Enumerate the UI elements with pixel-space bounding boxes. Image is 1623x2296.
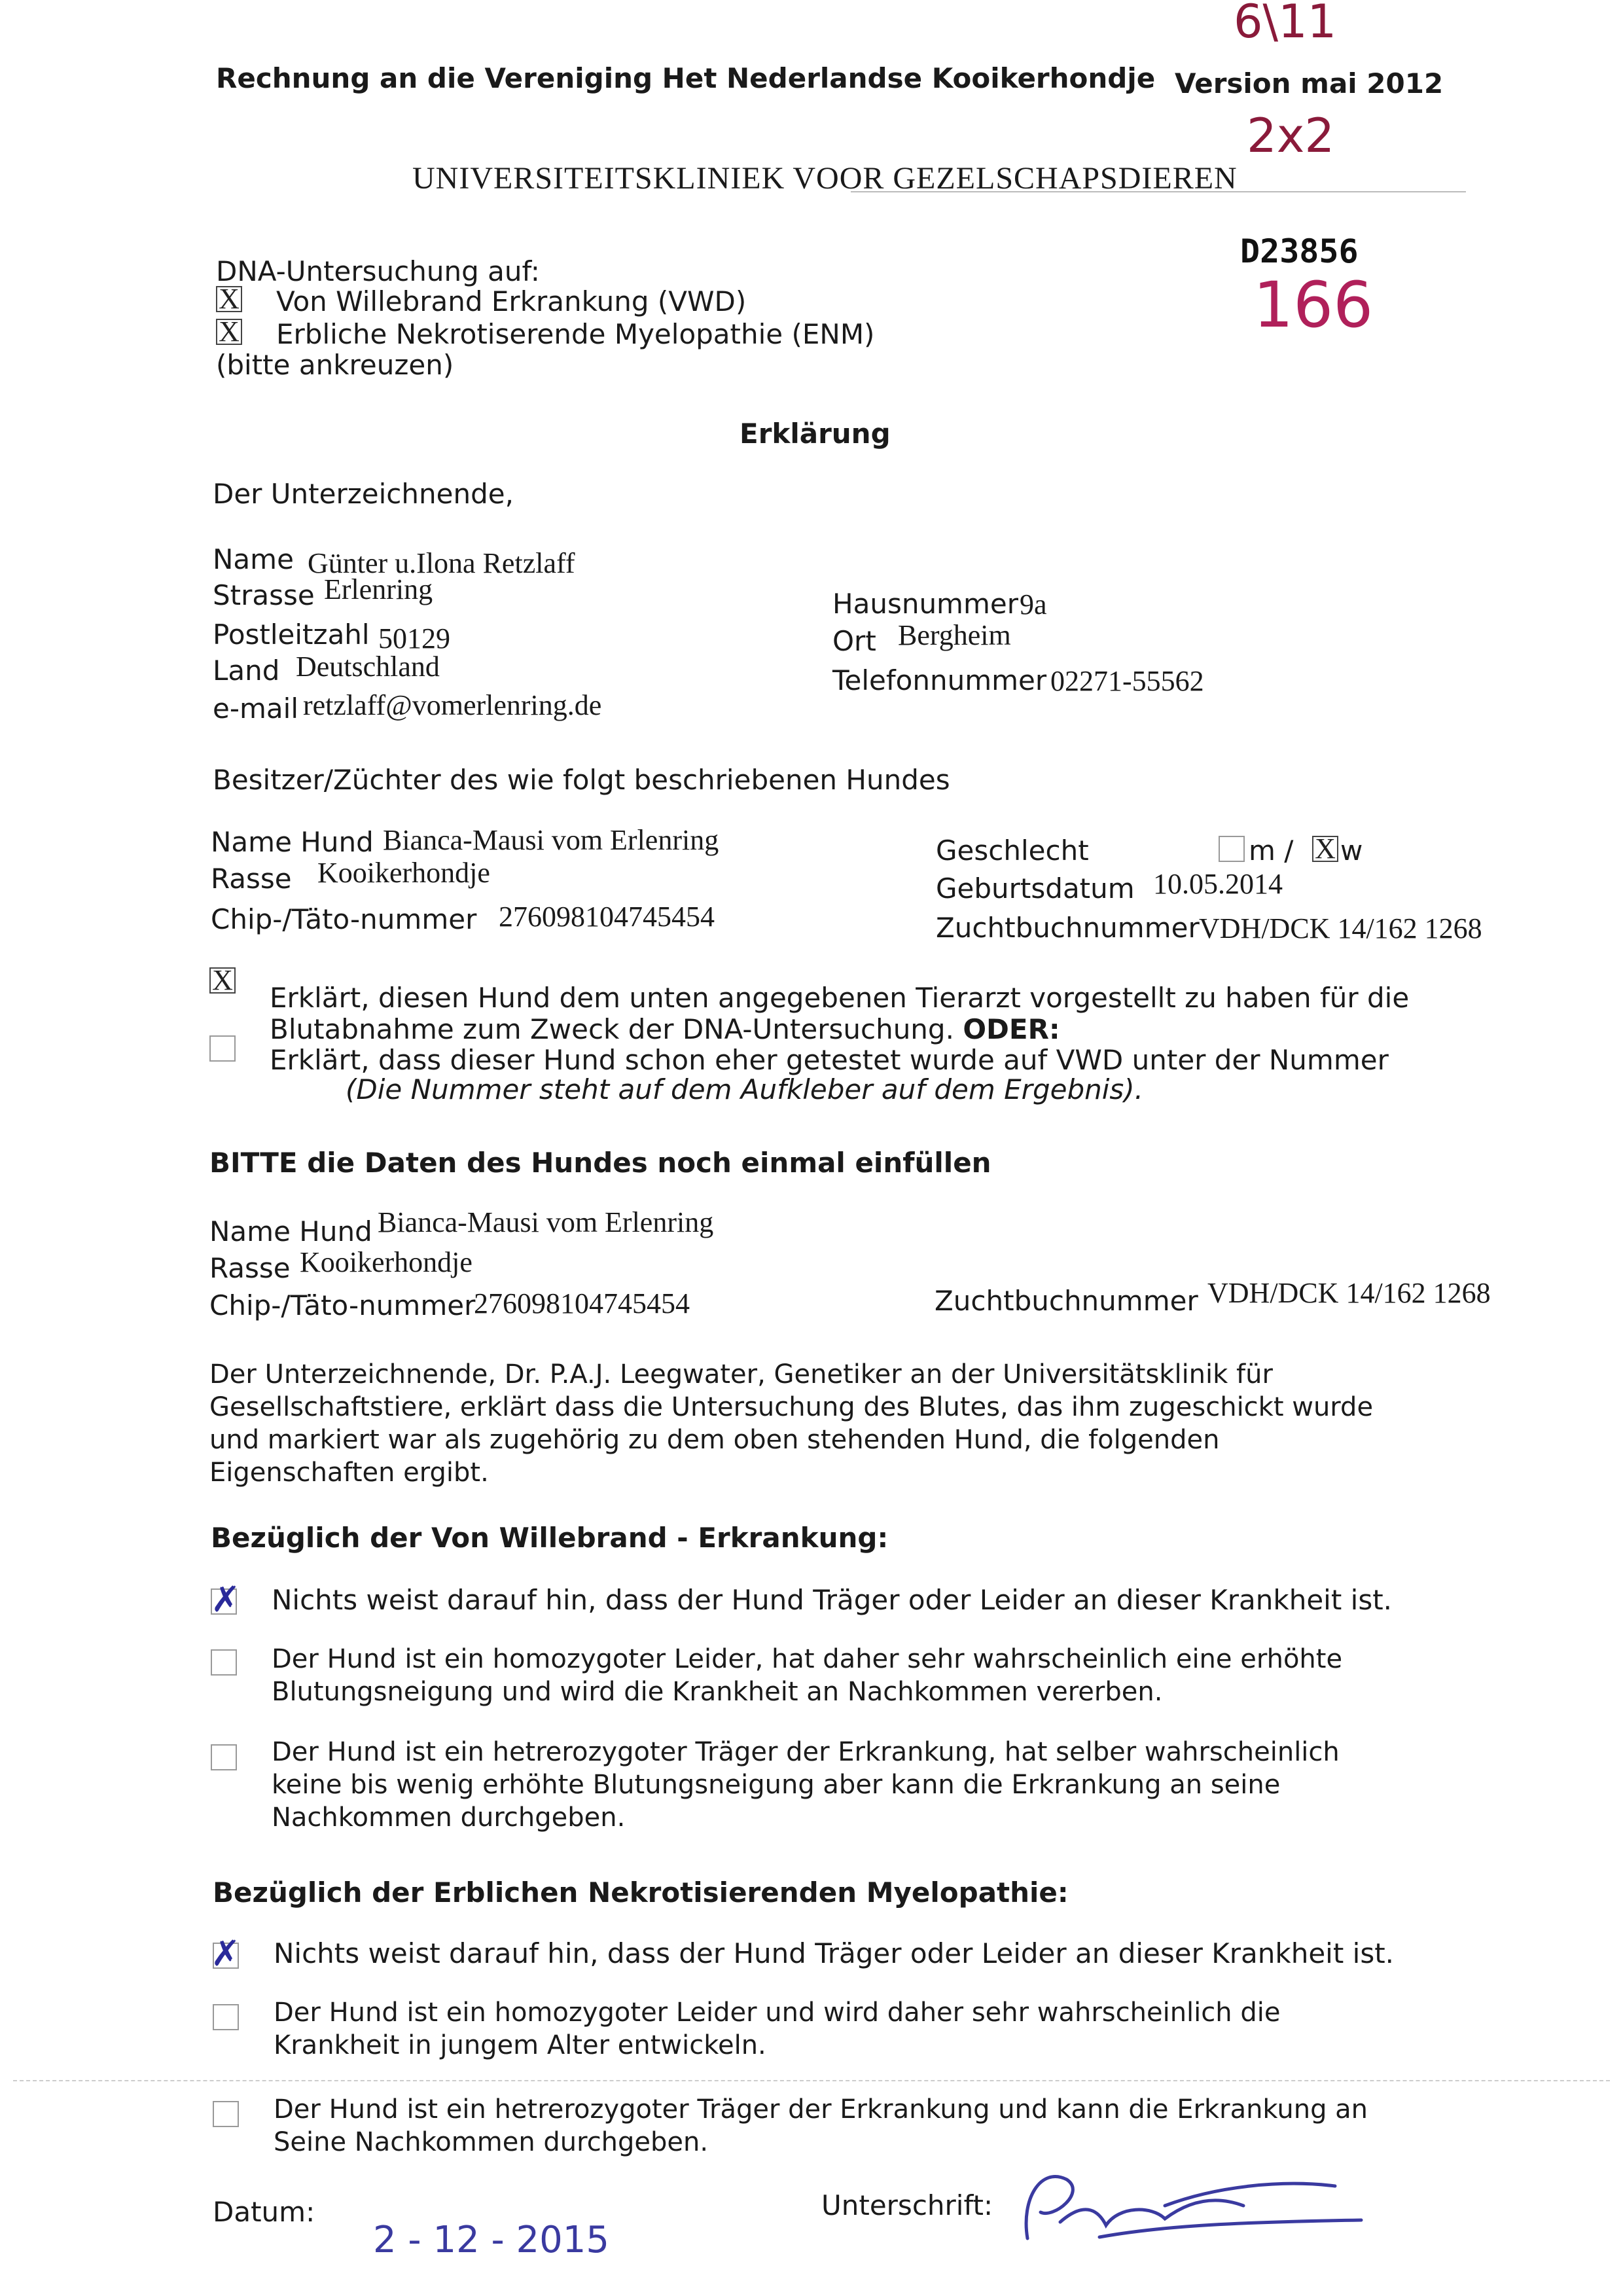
dog-name-label: Name Hund	[211, 826, 374, 858]
vwd-result-3-line-3: Nachkommen durchgeben.	[272, 1803, 626, 1833]
signature-label: Unterschrift:	[821, 2189, 993, 2221]
dog-name-value: Bianca-Mausi vom Erlenring	[383, 824, 719, 856]
enm-result-3-checkbox[interactable]	[213, 2101, 239, 2127]
enm-result-1-check-icon: ✗	[211, 1933, 241, 1974]
geneticist-line-3: und markiert war als zugehörig zu dem oben stehenden Hund, die folgenden	[209, 1425, 1220, 1455]
vwd-result-2-checkbox[interactable]	[211, 1649, 237, 1676]
consent-or: ODER:	[963, 1013, 1060, 1045]
repeat-name-value: Bianca-Mausi vom Erlenring	[378, 1206, 714, 1238]
owner-city-value: Bergheim	[898, 619, 1011, 651]
sex-m-label: m /	[1249, 834, 1294, 867]
declaration-heading: Erklärung	[740, 418, 891, 450]
sex-w-label: w	[1340, 834, 1363, 867]
owner-country-value: Deutschland	[296, 651, 440, 683]
consent-option1-line1: Erklärt, diesen Hund dem unten angegebenen Tierarzt vorgestellt zu haben für die	[270, 982, 1410, 1014]
owner-city-label: Ort	[832, 625, 876, 657]
repeat-breed-value: Kooikerhondje	[300, 1246, 473, 1278]
dog-studbook-value: VDH/DCK 14/162 1268	[1199, 912, 1482, 944]
enm-result-1-text: Nichts weist darauf hin, dass der Hund Träger oder Leider an dieser Krankheit ist.	[274, 1937, 1395, 1969]
repeat-studbook-label: Zuchtbuchnummer	[935, 1285, 1198, 1317]
stamp-number: D23856	[1240, 232, 1359, 270]
dog-sex-label: Geschlecht	[936, 834, 1089, 867]
consent-option2-checkbox[interactable]	[209, 1035, 236, 1062]
owner-zip-value: 50129	[378, 622, 450, 655]
institution-title: UNIVERSITEITSKLINIEK VOOR GEZELSCHAPSDIEREN	[412, 161, 1238, 196]
owner-country-label: Land	[213, 655, 280, 687]
enm-result-2-line-1: Der Hund ist ein homozygoter Leider und wird daher sehr wahrscheinlich die	[274, 1998, 1281, 2028]
dog-breed-label: Rasse	[211, 863, 292, 895]
owner-house-value: 9a	[1020, 588, 1047, 620]
owner-name-value: Günter u.Ilona Retzlaff	[308, 547, 575, 579]
enm-results-heading: Bezüglich der Erblichen Nekrotisierenden Myelopathie:	[213, 1876, 1069, 1909]
dog-studbook-label: Zuchtbuchnummer	[936, 912, 1200, 944]
sex-w-checkbox[interactable]: X	[1312, 836, 1338, 862]
owner-statement: Besitzer/Züchter des wie folgt beschriebenen Hundes	[213, 764, 950, 796]
repeat-studbook-value: VDH/DCK 14/162 1268	[1207, 1277, 1491, 1309]
owner-email-value: retzlaff@vomerlenring.de	[303, 689, 602, 721]
dna-section-title: DNA-Untersuchung auf:	[216, 255, 540, 287]
repeat-chip-value: 276098104745454	[474, 1287, 690, 1319]
repeat-heading: BITTE die Daten des Hundes noch einmal einfüllen	[209, 1147, 991, 1179]
consent-option2-line2: (Die Nummer steht auf dem Aufkleber auf dem Ergebnis).	[346, 1073, 1144, 1105]
vwd-result-3-text	[272, 1736, 1340, 1834]
date-label: Datum:	[213, 2196, 315, 2228]
owner-street-value: Erlenring	[324, 573, 433, 605]
vwd-result-1-text: Nichts weist darauf hin, dass der Hund Träger oder Leider an dieser Krankheit ist.	[272, 1584, 1393, 1616]
handwritten-code: 166	[1253, 268, 1374, 342]
owner-phone-value: 02271-55562	[1050, 665, 1204, 697]
date-value[interactable]: 2 - 12 - 2015	[373, 2219, 610, 2261]
enm-result-3-line-2: Seine Nachkommen durchgeben.	[274, 2127, 709, 2157]
dna-hint: (bitte ankreuzen)	[216, 349, 454, 381]
geneticist-line-4: Eigenschaften ergibt.	[209, 1458, 489, 1488]
vwd-result-2-line-1: Der Hund ist ein homozygoter Leider, hat daher sehr wahrscheinlich eine erhöhte	[272, 1644, 1343, 1674]
invoice-line: Rechnung an die Vereniging Het Nederlandse Kooikerhondje	[216, 62, 1156, 94]
handwritten-top-note: 6\11	[1234, 0, 1337, 48]
dog-breed-value: Kooikerhondje	[317, 857, 490, 889]
owner-street-label: Strasse	[213, 579, 315, 611]
dog-birth-label: Geburtsdatum	[936, 872, 1135, 905]
geneticist-line-1: Der Unterzeichnende, Dr. P.A.J. Leegwater, Genetiker an der Universitätsklinik für	[209, 1359, 1273, 1390]
fold-line	[13, 2080, 1610, 2081]
owner-zip-label: Postleitzahl	[213, 619, 370, 651]
enm-result-2-checkbox[interactable]	[213, 2004, 239, 2030]
vwd-option-label: Von Willebrand Erkrankung (VWD)	[276, 285, 747, 317]
enm-result-2-line-2: Krankheit in jungem Alter entwickeln.	[274, 2030, 766, 2060]
repeat-chip-label: Chip-/Täto-nummer	[209, 1289, 476, 1321]
vwd-result-2-text	[272, 1643, 1342, 1708]
repeat-breed-label: Rasse	[209, 1252, 291, 1284]
owner-phone-label: Telefonnummer	[832, 664, 1047, 696]
version-label: Version mai 2012	[1175, 67, 1444, 99]
sex-m-checkbox[interactable]	[1219, 836, 1245, 862]
enm-result-3-text	[274, 2093, 1368, 2159]
signature-scribble[interactable]	[969, 2160, 1427, 2265]
declaration-intro: Der Unterzeichnende,	[213, 478, 514, 510]
owner-email-label: e-mail	[213, 692, 298, 725]
vwd-checkbox[interactable]: X	[216, 286, 242, 312]
vwd-result-3-line-1: Der Hund ist ein hetrerozygoter Träger der Erkrankung, hat selber wahrscheinlich	[272, 1737, 1340, 1767]
dog-chip-label: Chip-/Täto-nummer	[211, 903, 477, 935]
enm-result-2-text	[274, 1996, 1280, 2062]
consent-option1-line2	[270, 1013, 1060, 1045]
dog-birth-value: 10.05.2014	[1153, 868, 1283, 900]
vwd-results-heading: Bezüglich der Von Willebrand - Erkrankung:	[211, 1522, 889, 1554]
geneticist-line-2: Gesellschaftstiere, erklärt dass die Untersuchung des Blutes, das ihm zugeschickt wurde	[209, 1392, 1374, 1422]
vwd-result-2-line-2: Blutungsneigung und wird die Krankheit an Nachkommen vererben.	[272, 1677, 1163, 1707]
header-rule	[851, 191, 1466, 192]
enm-result-3-line-1: Der Hund ist ein hetrerozygoter Träger der Erkrankung und kann die Erkrankung an	[274, 2094, 1368, 2125]
consent-option1-checkbox[interactable]: X	[209, 967, 236, 994]
vwd-result-3-checkbox[interactable]	[211, 1744, 237, 1770]
vwd-result-3-line-2: keine bis wenig erhöhte Blutungsneigung aber kann die Erkrankung an seine	[272, 1770, 1281, 1800]
dog-chip-value: 276098104745454	[499, 901, 715, 933]
enm-checkbox[interactable]: X	[216, 319, 242, 345]
vwd-result-1-check-icon: ✗	[211, 1579, 241, 1620]
geneticist-statement	[209, 1358, 1373, 1489]
owner-name-label: Name	[213, 543, 294, 575]
repeat-name-label: Name Hund	[209, 1215, 372, 1247]
consent-option1-text: Blutabnahme zum Zweck der DNA-Untersuchung.	[270, 1013, 954, 1045]
owner-house-label: Hausnummer	[832, 588, 1018, 620]
consent-option2-line1: Erklärt, dass dieser Hund schon eher getestet wurde auf VWD unter der Nummer	[270, 1044, 1389, 1076]
enm-option-label: Erbliche Nekrotiserende Myelopathie (ENM)	[276, 318, 875, 350]
handwritten-count: 2x2	[1247, 108, 1335, 163]
